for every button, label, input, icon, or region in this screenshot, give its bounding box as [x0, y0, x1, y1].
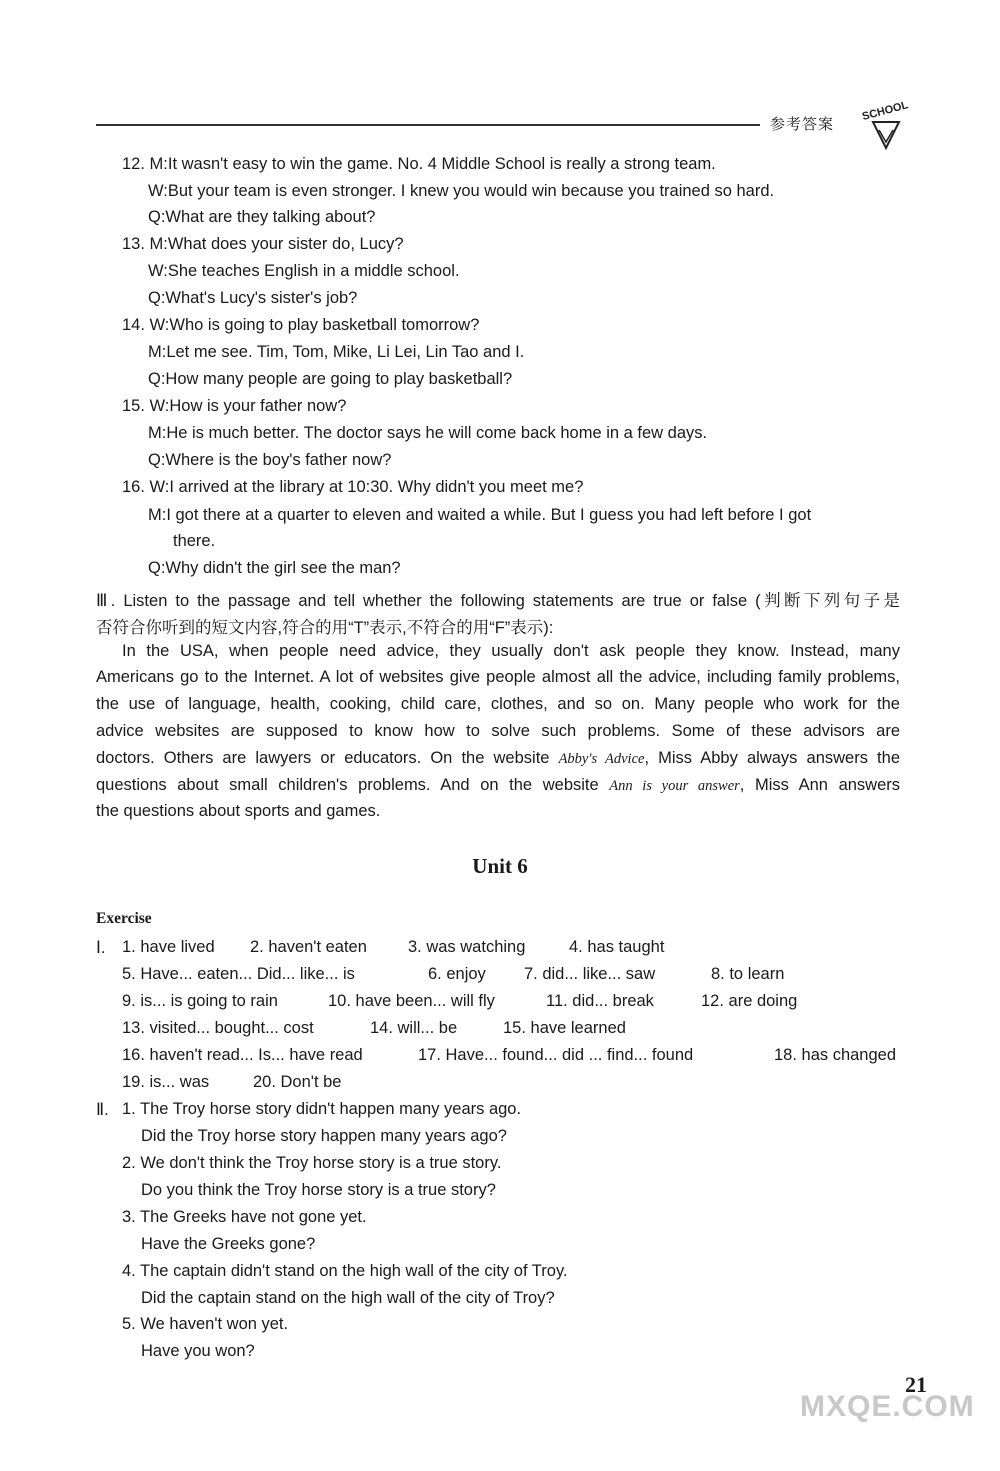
header-label: 参考答案: [770, 116, 835, 133]
website-ann-is-your-answer: Ann is your answer: [609, 778, 740, 794]
logo-text: SCHOOL: [860, 99, 910, 123]
answer-4: 4. has taught: [569, 938, 665, 956]
section3-instruction-2: 否符合你听到的短文内容,符合的用“T”表示,不符合的用“F”表示):: [96, 619, 554, 637]
answer-16: 16. haven't read... Is... have read: [122, 1046, 363, 1064]
passage-line-4: advice websites are supposed to know how to solve such problems. Some of these advisors are: [96, 722, 900, 740]
section3-instruction-1: Ⅲ. Listen to the passage and tell whether the following statements are true or false (判断下列句子是: [96, 592, 900, 610]
unit-title: Unit 6: [472, 854, 528, 878]
answer-12: 12. are doing: [701, 992, 798, 1010]
part2-line-6: Have the Greeks gone?: [141, 1235, 316, 1253]
answer-14: 14. will... be: [370, 1019, 458, 1037]
answer-5: 5. Have... eaten... Did... like... is: [122, 965, 355, 983]
part2-line-5: 3. The Greeks have not gone yet.: [122, 1208, 367, 1226]
dialogue-13-line-2: W:She teaches English in a middle school.: [148, 262, 460, 280]
answer-2: 2. haven't eaten: [250, 938, 367, 956]
dialogue-15-line-1: 15. W:How is your father now?: [122, 397, 347, 415]
passage-line-5: doctors. Others are lawyers or educators. On the website Abby's Advice, Miss Abby always answers the: [96, 749, 900, 767]
watermark: MXQE.COM: [800, 1390, 975, 1423]
answer-7: 7. did... like... saw: [524, 965, 656, 983]
passage-line-1: In the USA, when people need advice, they usually don't ask people they know. Instead, many: [122, 642, 900, 660]
page-number: 21: [905, 1372, 927, 1397]
answer-18: 18. has changed: [774, 1046, 897, 1064]
dialogue-16-line-3: there.: [173, 532, 216, 550]
school-logo: [855, 92, 917, 154]
part2-line-3: 2. We don't think the Troy horse story is a true story.: [122, 1154, 502, 1172]
answer-13: 13. visited... bought... cost: [122, 1019, 314, 1037]
answer-1: 1. have lived: [122, 938, 215, 956]
part2-line-1: 1. The Troy horse story didn't happen many years ago.: [122, 1100, 522, 1118]
answer-9: 9. is... is going to rain: [122, 992, 278, 1010]
answer-3: 3. was watching: [408, 938, 526, 956]
dialogue-16-line-4: Q:Why didn't the girl see the man?: [148, 559, 401, 577]
dialogue-12-line-2: W:But your team is even stronger. I knew you would win because you trained so hard.: [148, 182, 775, 200]
dialogue-16-line-2: M:I got there at a quarter to eleven and waited a while. But I guess you had left before I got: [148, 506, 812, 524]
part2-line-2: Did the Troy horse story happen many years ago?: [141, 1127, 507, 1145]
part2-line-10: Have you won?: [141, 1342, 255, 1360]
part2-line-9: 5. We haven't won yet.: [122, 1315, 289, 1333]
passage-line-7: the questions about sports and games.: [96, 802, 381, 820]
dialogue-14-line-2: M:Let me see. Tim, Tom, Mike, Li Lei, Lin Tao and I.: [148, 343, 525, 361]
part2-line-8: Did the captain stand on the high wall of the city of Troy?: [141, 1289, 555, 1307]
answer-11: 11. did... break: [546, 992, 654, 1010]
answer-15: 15. have learned: [503, 1019, 626, 1037]
part2-line-7: 4. The captain didn't stand on the high wall of the city of Troy.: [122, 1262, 568, 1280]
dialogue-14-line-3: Q:How many people are going to play basketball?: [148, 370, 513, 388]
passage-line-6: questions about small children's problems. And on the website Ann is your answer, Miss Ann answers: [96, 776, 901, 794]
exercise-heading: Exercise: [96, 910, 152, 927]
dialogue-16-line-1: 16. W:I arrived at the library at 10:30. Why didn't you meet me?: [122, 478, 584, 496]
passage-line-2: Americans go to the Internet. A lot of websites give people almost all the advice, including family problems,: [96, 668, 900, 686]
dialogue-12-line-1: 12. M:It wasn't easy to win the game. No. 4 Middle School is really a strong team.: [122, 155, 716, 173]
answer-17: 17. Have... found... did ... find... found: [418, 1046, 694, 1064]
answer-20: 20. Don't be: [253, 1073, 342, 1091]
dialogue-12-line-3: Q:What are they talking about?: [148, 208, 376, 226]
answer-8: 8. to learn: [711, 965, 785, 983]
passage-line-3: the use of language, health, cooking, child care, clothes, and so on. Many people who work for the: [96, 695, 900, 713]
part1-marker: Ⅰ.: [96, 939, 106, 957]
dialogue-15-line-2: M:He is much better. The doctor says he will come back home in a few days.: [148, 424, 708, 442]
dialogue-13-line-1: 13. M:What does your sister do, Lucy?: [122, 235, 404, 253]
answer-10: 10. have been... will fly: [328, 992, 495, 1010]
answer-19: 19. is... was: [122, 1073, 210, 1091]
dialogue-13-line-3: Q:What's Lucy's sister's job?: [148, 289, 358, 307]
part2-marker: Ⅱ.: [96, 1101, 109, 1119]
header-rule: [96, 124, 760, 126]
answer-6: 6. enjoy: [428, 965, 486, 983]
dialogue-14-line-1: 14. W:Who is going to play basketball tomorrow?: [122, 316, 480, 334]
part2-line-4: Do you think the Troy horse story is a true story?: [141, 1181, 496, 1199]
website-abbys-advice: Abby's Advice: [558, 751, 645, 767]
dialogue-15-line-3: Q:Where is the boy's father now?: [148, 451, 392, 469]
